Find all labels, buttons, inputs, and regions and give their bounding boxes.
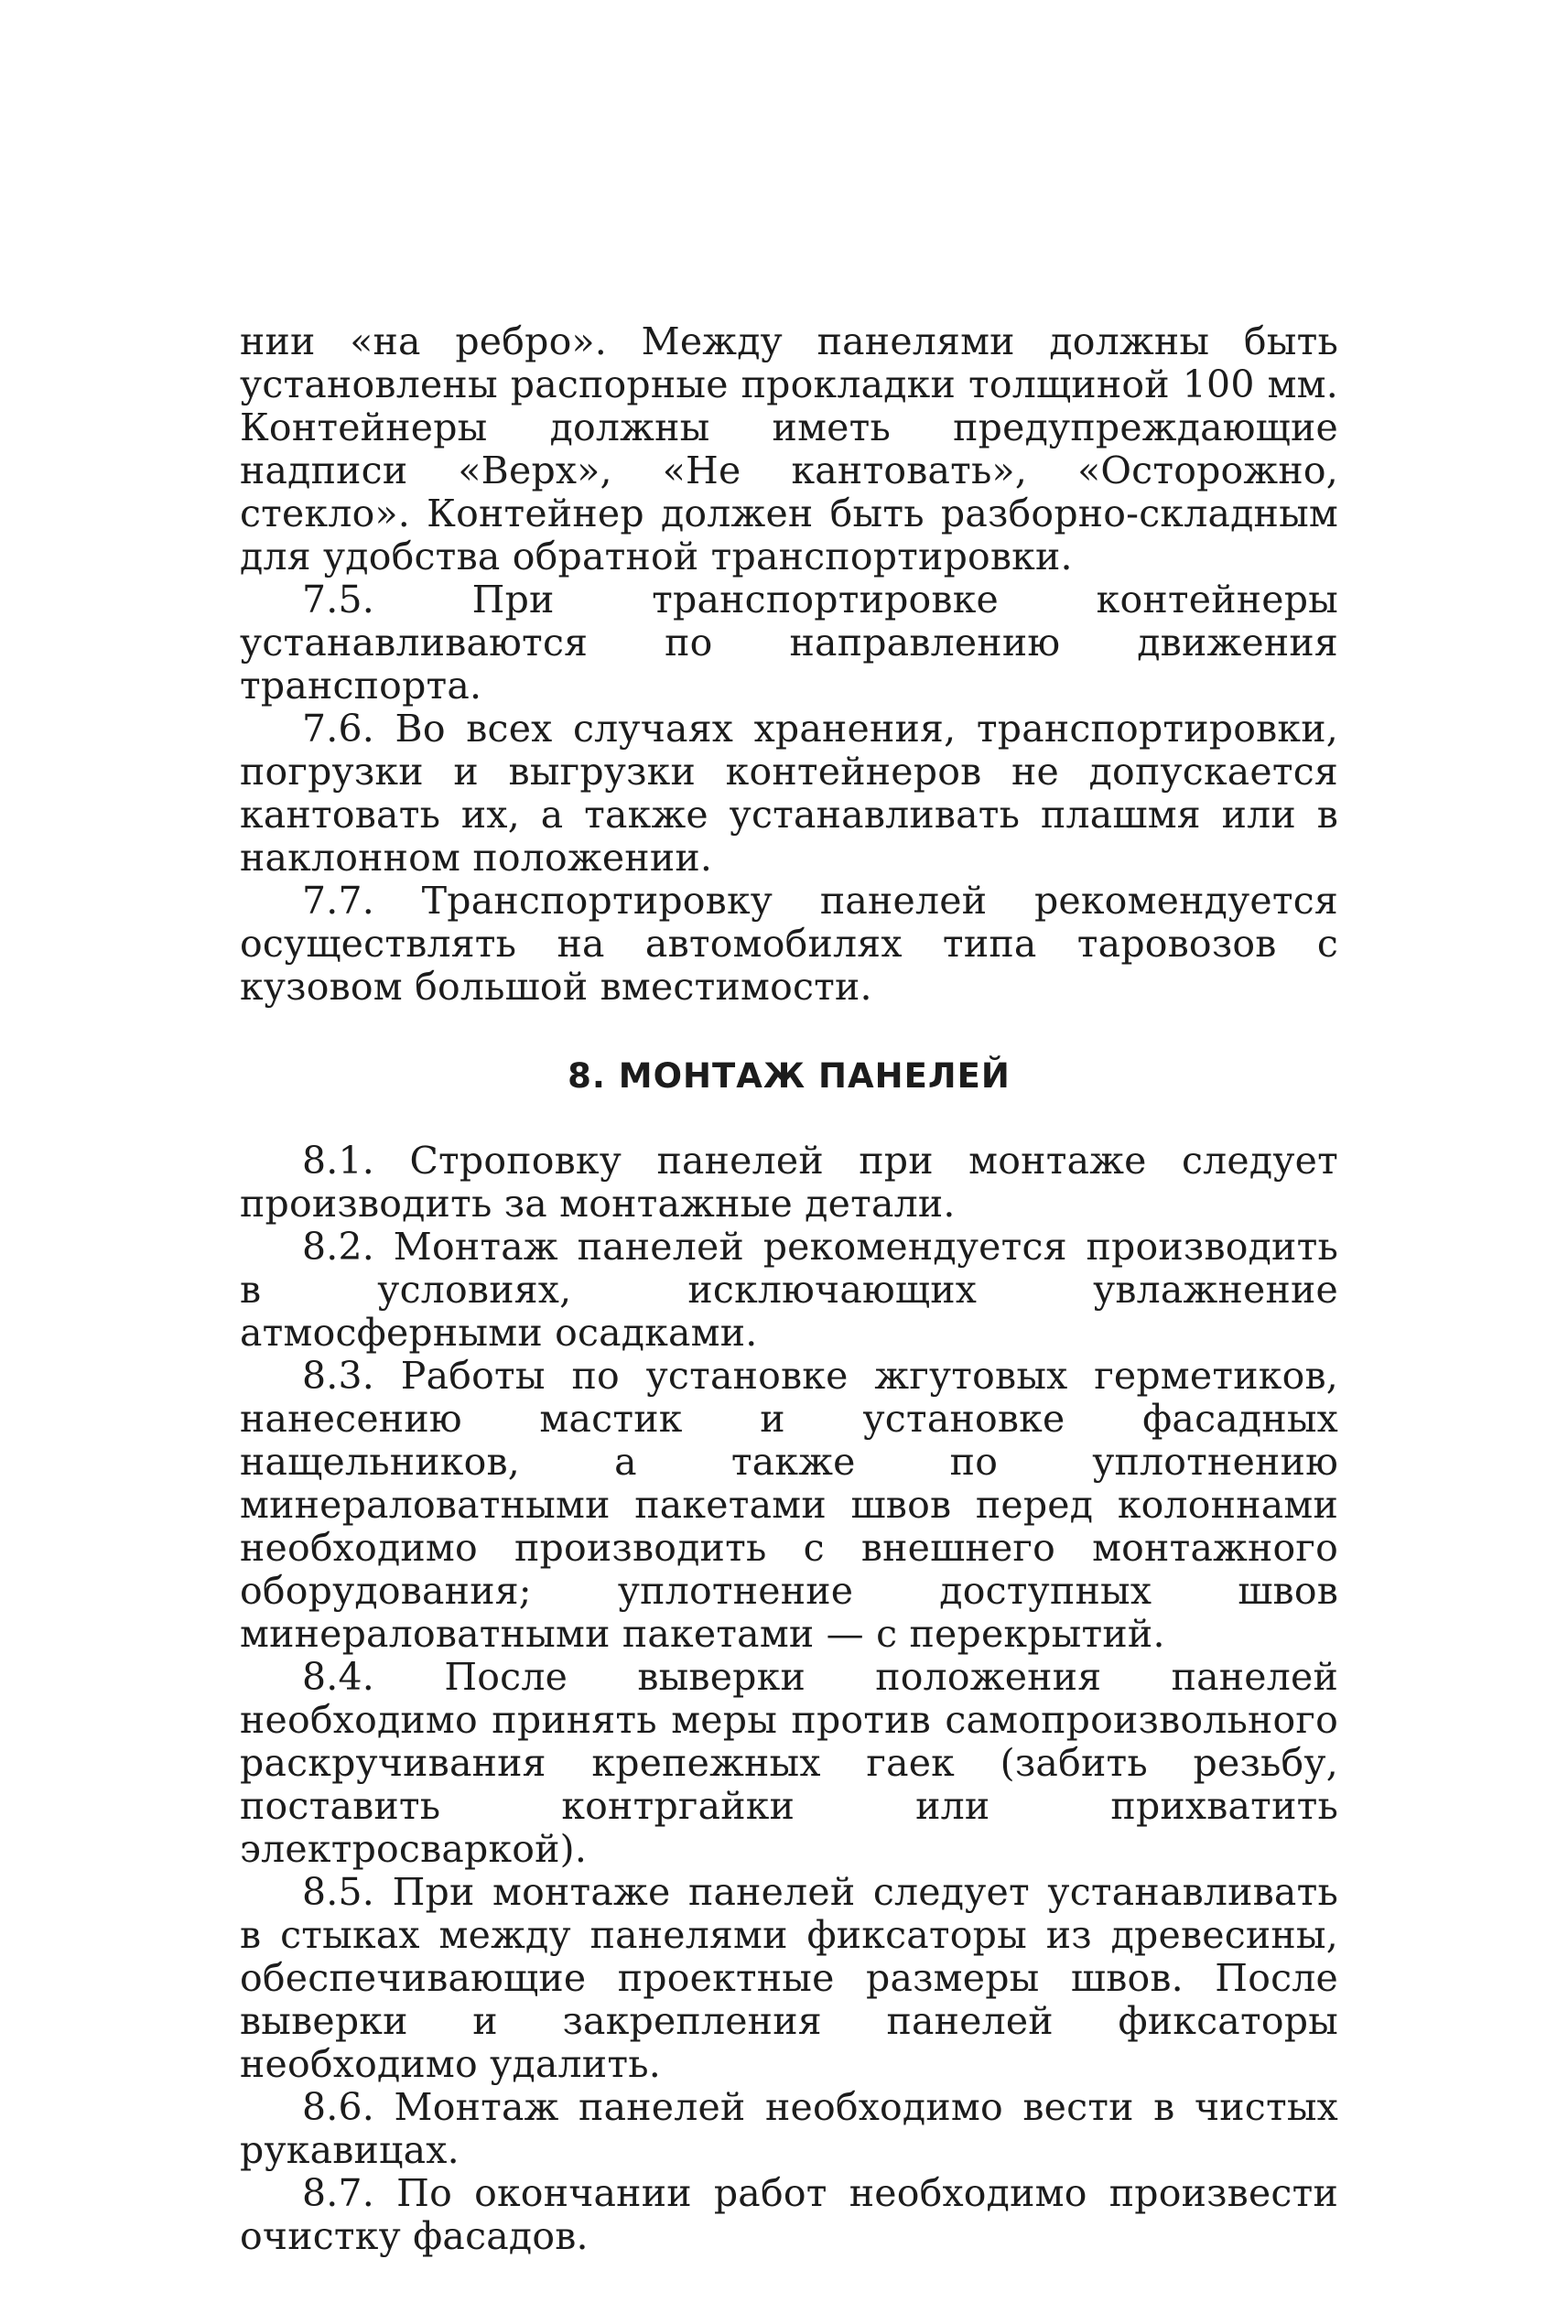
paragraph-7-4-continuation: нии «на ребро». Между панелями должны быть установлены распорные прокладки толщиной 100 мм. Контейнеры должны иметь предупреждающие надписи «Верх», «Не кантовать», «Осторожно, стекло». Контейнер должен быть разборно-складным для удобства обратной транспортировки. xyxy=(240,319,1338,578)
section-8-heading: 8. МОНТАЖ ПАНЕЛЕЙ xyxy=(568,1056,1011,1096)
paragraph-7-7: 7.7. Транспортировку панелей рекомендуется осуществлять на автомобилях типа таровозов с кузовом большой вместимости. xyxy=(240,879,1338,1009)
paragraph-8-6: 8.6. Монтаж панелей необходимо вести в чистых рукавицах. xyxy=(240,2085,1338,2172)
paragraph-8-7: 8.7. По окончании работ необходимо произвести очистку фасадов. xyxy=(240,2171,1338,2258)
paragraph-8-2: 8.2. Монтаж панелей рекомендуется производить в условиях, исключающих увлажнение атмосферными осадками. xyxy=(240,1225,1338,1355)
paragraph-8-4: 8.4. После выверки положения панелей необходимо принять меры против самопроизвольного раскручивания крепежных гаек (забить резьбу, поставить контргайки или прихватить электросваркой). xyxy=(240,1655,1338,1871)
paragraph-8-5: 8.5. При монтаже панелей следует устанавливать в стыках между панелями фиксаторы из древесины, обеспечивающие проектные размеры швов. После выверки и закрепления панелей фиксаторы необходимо удалить. xyxy=(240,1870,1338,2086)
section-8 xyxy=(240,1140,1338,2258)
section-7-continuation xyxy=(240,320,1338,1009)
paragraph-7-5: 7.5. При транспортировке контейнеры устанавливаются по направлению движения транспорта. xyxy=(240,578,1338,708)
document-page xyxy=(240,320,1338,2258)
paragraph-8-1: 8.1. Строповку панелей при монтаже следует производить за монтажные детали. xyxy=(240,1139,1338,1226)
paragraph-8-3: 8.3. Работы по установке жгутовых герметиков, нанесению мастик и установке фасадных нащельников, а также по уплотнению минераловатными пакетами швов перед колоннами необходимо производить с внешнего монтажного оборудования; уплотнение доступных швов минераловатными пакетами — с перекрытий. xyxy=(240,1354,1338,1656)
paragraph-7-6: 7.6. Во всех случаях хранения, транспортировки, погрузки и выгрузки контейнеров не допускается кантовать их, а также устанавливать плашмя или в наклонном положении. xyxy=(240,707,1338,880)
